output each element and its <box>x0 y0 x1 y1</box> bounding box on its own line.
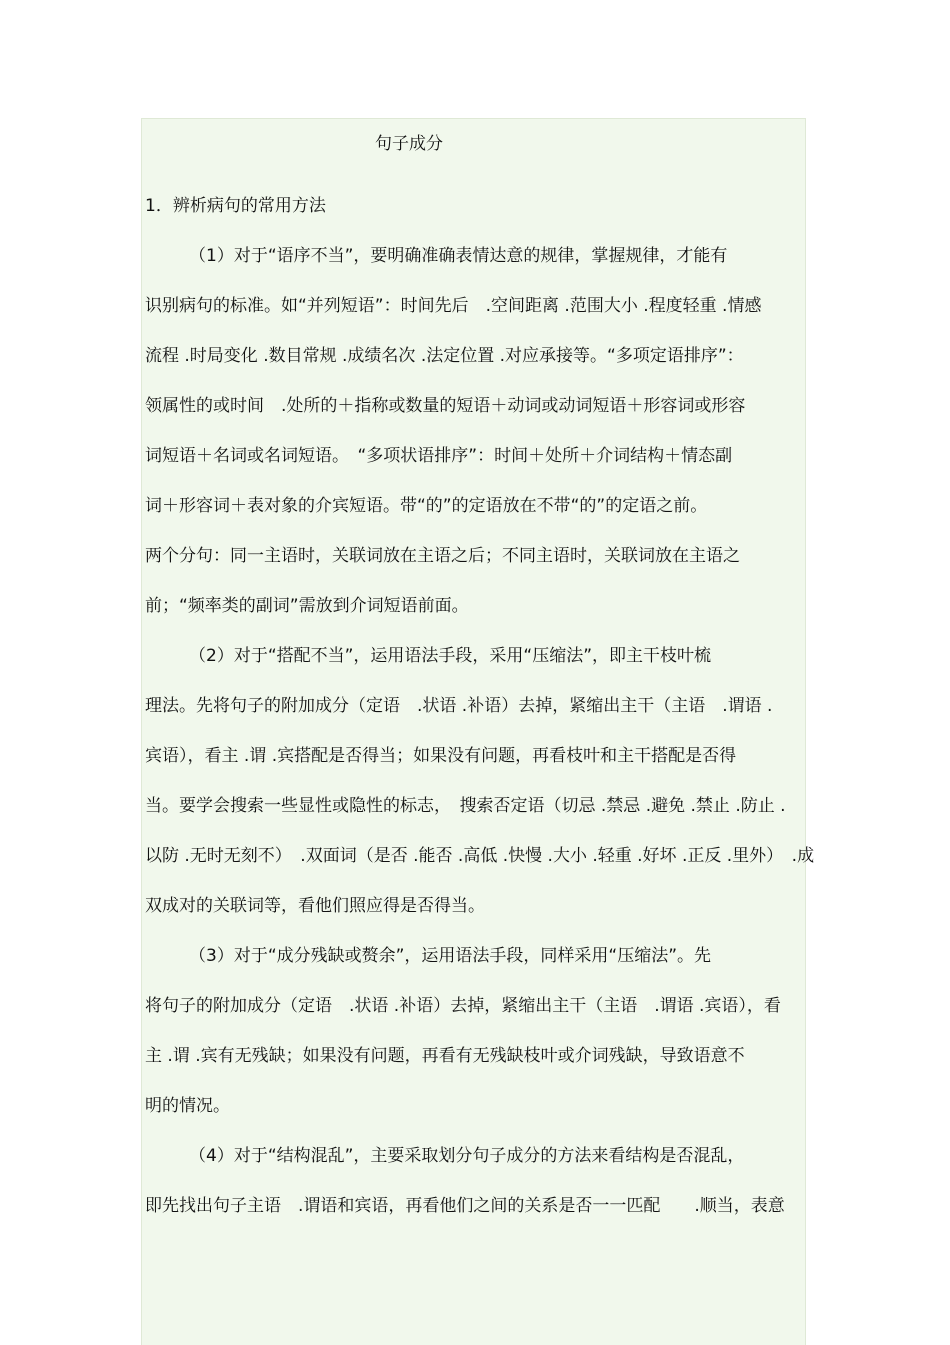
paragraph-3-line-4: 明的情况。 <box>145 1096 230 1116</box>
paragraph-3-line-2: 将句子的附加成分（定语 .状语 .补语）去掉，紧缩出主干（主语 .谓语 .宾语），看 <box>145 996 781 1016</box>
paragraph-3-line-1: （3）对于“成分残缺或赘余”，运用语法手段，同样采用“压缩法”。先 <box>189 946 712 966</box>
paragraph-1-line-3: 流程 .时局变化 .数目常规 .成绩名次 .法定位置 .对应承接等。“多项定语排序”： <box>145 346 744 366</box>
paragraph-2-line-3: 宾语），看主 .谓 .宾搭配是否得当；如果没有问题，再看枝叶和主干搭配是否得 <box>145 746 737 766</box>
paragraph-4-line-1: （4）对于“结构混乱”，主要采取划分句子成分的方法来看结构是否混乱， <box>189 1146 745 1166</box>
paragraph-1-line-6: 词＋形容词＋表对象的介宾短语。带“的”的定语放在不带“的”的定语之前。 <box>145 496 708 516</box>
paragraph-1-line-4: 领属性的或时间 .处所的＋指称或数量的短语＋动词或动词短语＋形容词或形容 <box>145 396 746 416</box>
paragraph-2-line-6: 双成对的关联词等，看他们照应得是否得当。 <box>145 896 485 916</box>
paragraph-1-line-5: 词短语＋名词或名词短语。 “多项状语排序”：时间＋处所＋介词结构＋情态副 <box>145 446 733 466</box>
paragraph-2-line-4: 当。要学会搜索一些显性或隐性的标志， 搜索否定语（切忌 .禁忌 .避免 .禁止 .防止 . <box>145 796 786 816</box>
document-panel <box>141 118 815 1345</box>
paragraph-1-line-7: 两个分句：同一主语时，关联词放在主语之后；不同主语时，关联词放在主语之 <box>145 546 740 566</box>
section-heading: 1．辨析病句的常用方法 <box>145 196 326 216</box>
paragraph-1-line-2: 识别病句的标准。如“并列短语”：时间先后 .空间距离 .范围大小 .程度轻重 .情感 <box>145 296 762 316</box>
paragraph-2-line-1: （2）对于“搭配不当”，运用语法手段，采用“压缩法”，即主干枝叶梳 <box>189 646 712 666</box>
paragraph-3-line-3: 主 .谓 .宾有无残缺；如果没有问题，再看有无残缺枝叶或介词残缺，导致语意不 <box>145 1046 745 1066</box>
paragraph-2-line-5: 以防 .无时无刻不） .双面词（是否 .能否 .高低 .快慢 .大小 .轻重 .好坏 .正反 .里外） .成 <box>145 846 815 866</box>
document-title: 句子成分 <box>375 134 443 154</box>
paragraph-4-line-2: 即先找出句子主语 .谓语和宾语，再看他们之间的关系是否一一匹配 .顺当，表意 <box>145 1196 785 1216</box>
paragraph-1-line-8: 前；“频率类的副词”需放到介词短语前面。 <box>145 596 469 616</box>
paragraph-1-line-1: （1）对于“语序不当”，要明确准确表情达意的规律，掌握规律，才能有 <box>189 246 728 266</box>
paragraph-2-line-2: 理法。先将句子的附加成分（定语 .状语 .补语）去掉，紧缩出主干（主语 .谓语 . <box>145 696 773 716</box>
